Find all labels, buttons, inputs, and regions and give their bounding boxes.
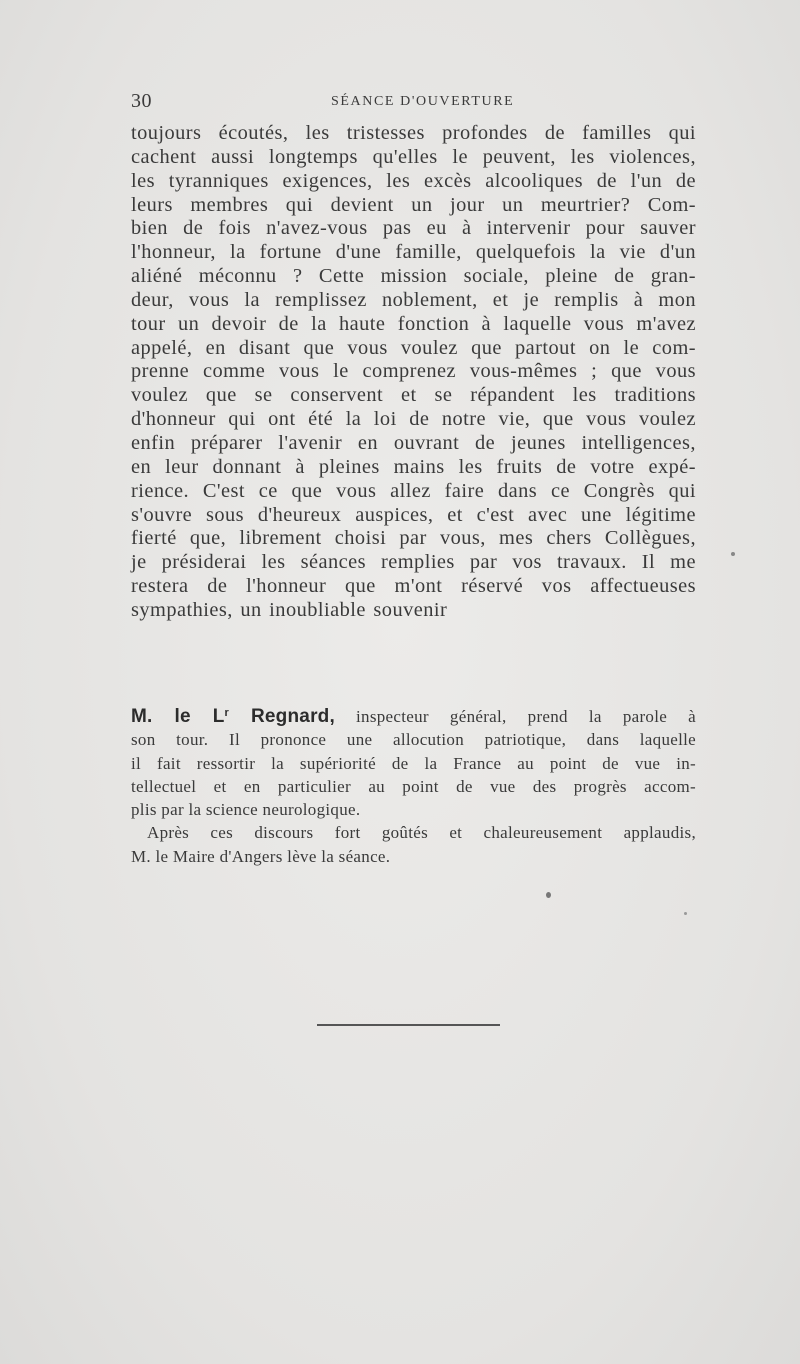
- text-line: bien de fois n'avez-vous pas eu à intervenir pour sauver: [131, 217, 696, 240]
- text-line: en leur donnant à pleines mains les fruits de votre expé-: [131, 455, 696, 478]
- text-line: rience. C'est ce que vous allez faire dans ce Congrès qui: [131, 479, 696, 502]
- text-line: leurs membres qui devient un jour un meurtrier? Com-: [131, 193, 696, 216]
- closing-paragraphs: [131, 702, 696, 868]
- text-line: les tyranniques exigences, les excès alcooliques de l'un de: [131, 169, 696, 192]
- page-header: [131, 90, 696, 114]
- text-line: cachent aussi longtemps qu'elles le peuvent, les violences,: [131, 145, 696, 168]
- main-paragraph: [131, 122, 696, 623]
- text-line: restera de l'honneur que m'ont réservé vos affectueuses: [131, 575, 696, 598]
- speaker-prefix: M. le L: [131, 706, 225, 727]
- ink-speck: [546, 892, 551, 898]
- speaker-name: Regnard,: [229, 706, 335, 727]
- speaker-line: [131, 702, 696, 728]
- ink-speck: [684, 912, 687, 915]
- text-line: l'honneur, la fortune d'une famille, quelquefois la vie d'un: [131, 241, 696, 264]
- speaker-line-rest: inspecteur général, prend la parole à: [334, 707, 696, 726]
- text-line: M. le Maire d'Angers lève la séance.: [131, 846, 391, 866]
- text-line: toujours écoutés, les tristesses profondes de familles qui: [131, 122, 696, 144]
- text-line: aliéné méconnu ? Cette mission sociale, pleine de gran-: [131, 265, 696, 288]
- text-line: plis par la science neurologique.: [131, 800, 361, 820]
- closing-rule: [317, 1024, 500, 1026]
- text-line: je présiderai les séances remplies par vos travaux. Il me: [131, 551, 696, 574]
- text-line: voulez que se conservent et se répandent les traditions: [131, 384, 696, 407]
- text-line: Après ces discours fort goûtés et chaleureusement applaudis,: [147, 823, 696, 843]
- text-line: sympathies, un inoubliable souvenir: [131, 598, 448, 621]
- text-line: son tour. Il prononce une allocution patriotique, dans laquelle: [131, 730, 696, 750]
- text-line: s'ouvre sous d'heureux auspices, et c'est avec une légitime: [131, 503, 696, 526]
- text-line: prenne comme vous le comprenez vous-mêmes ; que vous: [131, 360, 696, 383]
- speaker-superscript: r: [224, 707, 230, 719]
- text-line: fierté que, librement choisi par vous, mes chers Collègues,: [131, 527, 696, 550]
- text-line: enfin préparer l'avenir en ouvrant de jeunes intelligences,: [131, 431, 696, 454]
- text-line: deur, vous la remplissez noblement, et je remplis à mon: [131, 288, 696, 311]
- page-number: 30: [131, 90, 152, 112]
- ink-speck: [731, 552, 735, 556]
- text-line: tellectuel et en particulier au point de vue des progrès accom-: [131, 776, 696, 796]
- text-line: d'honneur qui ont été la loi de notre vie, que vous voulez: [131, 408, 696, 431]
- text-line: il fait ressortir la supériorité de la France au point de vue in-: [131, 753, 696, 773]
- text-line: appelé, en disant que vous voulez que partout on le com-: [131, 336, 696, 359]
- running-head: SÉANCE D'OUVERTURE: [331, 94, 515, 109]
- text-line: tour un devoir de la haute fonction à laquelle vous m'avez: [131, 312, 696, 335]
